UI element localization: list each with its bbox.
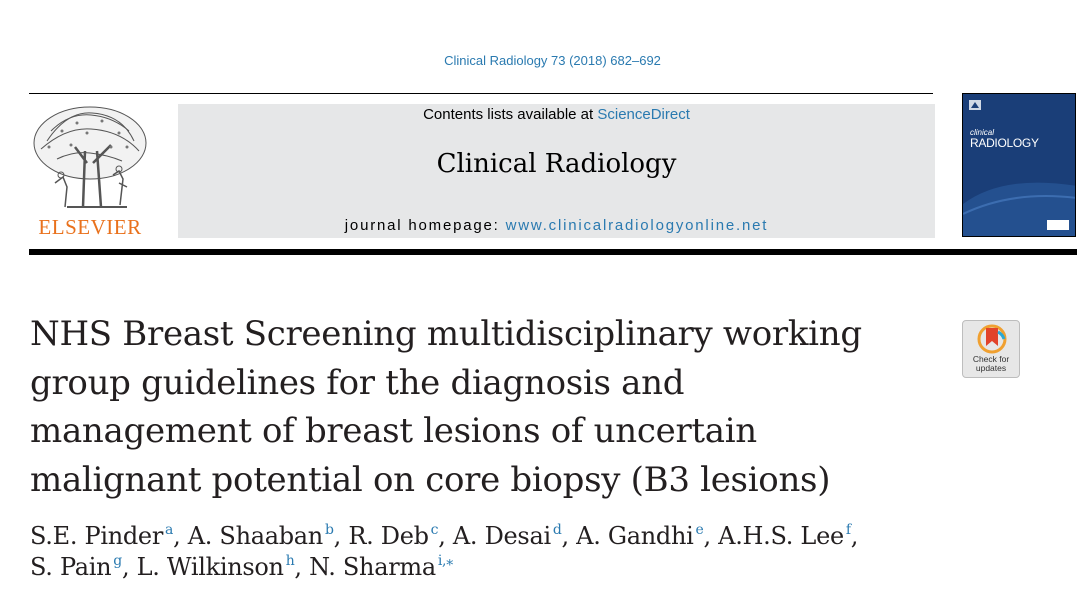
citation-link[interactable]: Clinical Radiology 73 (2018) 682–692 bbox=[444, 53, 661, 68]
cover-rcr-badge bbox=[1047, 220, 1069, 230]
affiliation-link[interactable]: c bbox=[430, 522, 439, 538]
check-label-line1: Check for bbox=[972, 354, 1010, 364]
affiliation-link[interactable]: b bbox=[324, 522, 334, 538]
title-line: NHS Breast Screening multidisciplinary working bbox=[30, 314, 862, 354]
author-name: N. Sharma bbox=[309, 553, 436, 581]
affiliation-link[interactable]: g bbox=[113, 553, 122, 569]
author-name: S.E. Pinder bbox=[30, 522, 164, 550]
article-title bbox=[30, 310, 930, 504]
affiliation-link[interactable]: h bbox=[285, 553, 295, 569]
affiliation-link[interactable]: d bbox=[552, 522, 562, 538]
elsevier-logo[interactable] bbox=[27, 103, 153, 240]
affiliation-link[interactable]: f bbox=[845, 522, 851, 538]
author-list bbox=[30, 521, 1030, 583]
title-line: malignant potential on core biopsy (B3 lesions) bbox=[30, 459, 831, 500]
journal-cover-thumbnail[interactable] bbox=[962, 93, 1076, 237]
title-line: group guidelines for the diagnosis and bbox=[30, 362, 685, 403]
homepage-link[interactable]: www.clinicalradiologyonline.net bbox=[505, 217, 769, 234]
check-for-updates-button[interactable] bbox=[962, 320, 1020, 378]
homepage-prefix: journal homepage: bbox=[344, 217, 506, 234]
author-name: S. Pain bbox=[30, 553, 112, 581]
author-name: L. Wilkinson bbox=[136, 553, 284, 581]
header-bottom-rule bbox=[29, 249, 1077, 255]
journal-title: Clinical Radiology bbox=[436, 149, 677, 179]
author-name: R. Deb bbox=[348, 522, 429, 550]
author-line: S.E. Pinder $^a$, A. Shaaban $^b$, R. Deb $^c$, A. Desai $^d$, A. Gandhi $^e$, A.H.S. Lee $^f$, bbox=[30, 522, 859, 550]
journal-citation[interactable] bbox=[0, 53, 1088, 68]
header-top-rule bbox=[29, 93, 933, 94]
contents-line bbox=[178, 106, 935, 123]
bookmark-icon bbox=[976, 324, 1008, 354]
author-line: S. Pain $^g$, L. Wilkinson $^h$, N. Sharma $^{i,⁎}$ bbox=[30, 553, 453, 581]
check-for-updates-label bbox=[963, 355, 1019, 373]
cover-title-line1: clinical bbox=[970, 128, 995, 137]
sciencedirect-link[interactable]: ScienceDirect bbox=[597, 106, 690, 123]
homepage-line bbox=[178, 217, 935, 234]
author-name: A. Desai bbox=[452, 522, 551, 550]
cover-swoosh-icon bbox=[963, 94, 1076, 237]
author-name: A. Shaaban bbox=[187, 522, 323, 550]
contents-prefix: Contents lists available at bbox=[423, 106, 598, 123]
check-label-line2: updates bbox=[975, 363, 1007, 373]
affiliation-link[interactable]: i,⁎ bbox=[437, 553, 453, 569]
journal-banner bbox=[178, 104, 935, 238]
cover-title-line2: RADIOLOGY bbox=[970, 136, 1039, 150]
affiliation-link[interactable]: a bbox=[165, 522, 174, 538]
author-name: A. Gandhi bbox=[576, 522, 694, 550]
elsevier-wordmark: ELSEVIER bbox=[38, 215, 142, 239]
title-line: management of breast lesions of uncertain bbox=[30, 411, 757, 451]
affiliation-link[interactable]: e bbox=[695, 522, 704, 538]
elsevier-tree-icon bbox=[27, 103, 153, 215]
author-name: A.H.S. Lee bbox=[718, 522, 844, 550]
